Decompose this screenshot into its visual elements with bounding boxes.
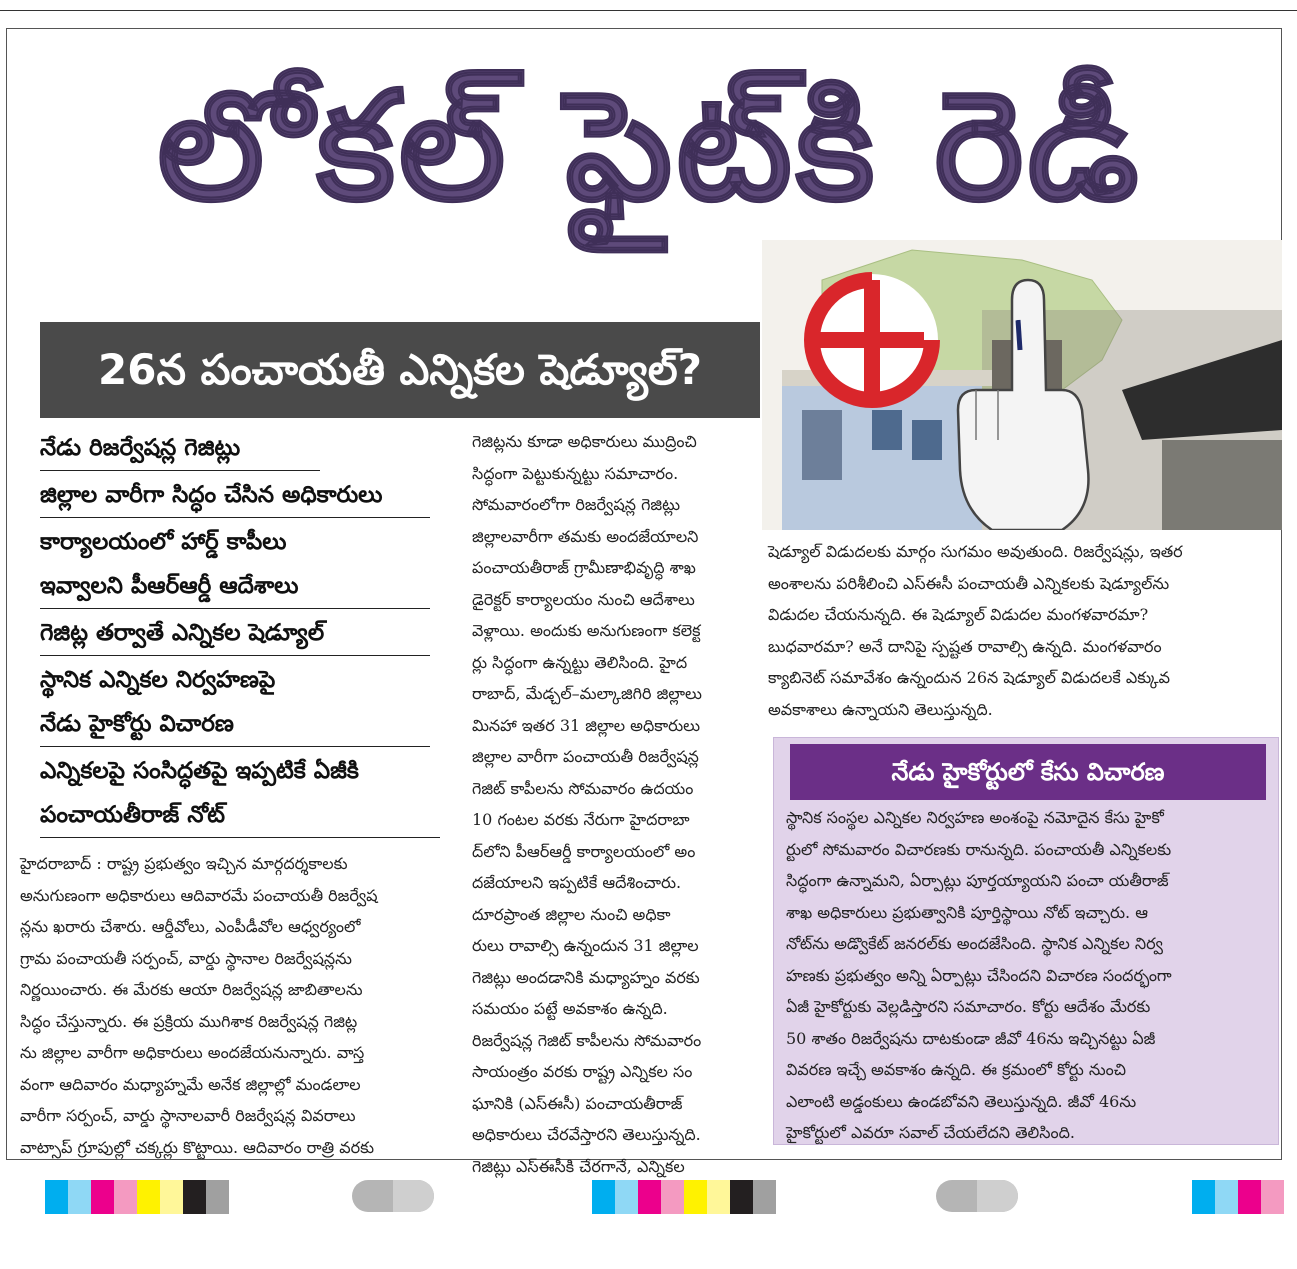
text-line: న్లను ఖరారు చేశారు. ఆర్డీవోలు, ఎంపీడీవోల ఆధ్వర్యంలో	[20, 917, 361, 936]
text-line: బుధవారమా? అనే దానిపై స్పష్టత రావాల్సి ఉన్నది. మంగళవారం	[768, 636, 1162, 656]
color-swatch	[114, 1180, 137, 1214]
highlight-item: జిల్లాల వారీగా సిద్ధం చేసిన అధికారులు	[40, 482, 383, 508]
color-swatch	[1215, 1180, 1238, 1214]
text-line: స్థానిక సంస్థల ఎన్నికల నిర్వహణ అంశంపై నమోదైన కేసు హైకో	[786, 808, 1164, 827]
text-line: ర్లు సిద్ధంగా ఉన్నట్టు తెలిసింది. హైద	[472, 652, 688, 672]
bullet-divider	[40, 470, 320, 471]
election-photo	[762, 240, 1282, 530]
text-line: ఎలాంటి అడ్డంకులు ఉండబోవని తెలుస్తున్నది. జీవో 46ను	[786, 1091, 1137, 1111]
highlight-item: ఇవ్వాలని పీఆర్‌ఆర్డీ ఆదేశాలు	[40, 573, 299, 599]
color-swatch	[592, 1180, 615, 1214]
text-line: సిద్ధంగా పెట్టుకున్నట్టు సమాచారం.	[472, 463, 679, 483]
registration-pill	[936, 1180, 1018, 1212]
subheadline-banner	[40, 322, 760, 418]
text-line: క్యాబినెట్ సమావేశం ఉన్నందున 26న షెడ్యూల్ విడుదలకే ఎక్కువ	[768, 668, 1170, 687]
color-swatch	[707, 1180, 730, 1214]
text-line: గెజిట్లు ఎస్‌ఈసీకి చేరగానే, ఎన్నికల	[472, 1156, 685, 1176]
text-line: గెజిట్ కాపీలను సోమవారం ఉదయం	[472, 778, 694, 798]
text-line: శాఖ అధికారులు ప్రభుత్వానికి పూర్తిస్థాయి నోట్ ఇచ్చారు. ఆ	[786, 902, 1148, 922]
text-line: అవకాశాలు ఉన్నాయని తెలుస్తున్నది.	[768, 699, 993, 719]
text-line: పంచాయతీరాజ్ గ్రామీణాభివృద్ధి శాఖ	[472, 558, 696, 577]
color-swatch	[45, 1180, 68, 1214]
color-swatch	[206, 1180, 229, 1214]
text-line: షెడ్యూల్ విడుదలకు మార్గం సుగమం అవుతుంది. రిజర్వేషన్లు, ఇతర	[768, 542, 1183, 561]
bullet-divider	[40, 608, 430, 609]
text-line: దూరప్రాంత జిల్లాల నుంచి అధికా	[472, 904, 671, 924]
text-line: జిల్లాలవారీగా తమకు అందజేయాలని	[472, 526, 699, 546]
text-line: అనుగుణంగా అధికారులు ఆదివారమే పంచాయతీ రిజర్వేష	[20, 885, 378, 905]
bullet-divider	[40, 655, 430, 656]
color-swatch	[1192, 1180, 1215, 1214]
text-line: రిజర్వేషన్ల గెజిట్ కాపీలను సోమవారం	[472, 1030, 702, 1050]
text-line: సిద్ధంగా ఉన్నామని, ఏర్పాట్లు పూర్తయ్యాయని పంచా యతీరాజ్	[786, 871, 1169, 890]
text-line: ఘానికి (ఎస్‌ఈసీ) పంచాయతీరాజ్	[472, 1093, 683, 1113]
left-column-text	[20, 848, 460, 1163]
color-swatch	[160, 1180, 183, 1214]
text-line: విడుదల చేయనున్నది. ఈ షెడ్యూల్ విడుదల మంగళవారమా?	[768, 605, 1149, 624]
color-swatch	[684, 1180, 707, 1214]
text-line: ను జిల్లాల వారీగా అధికారులు అందజేయనున్నారు. వాస్త	[20, 1043, 365, 1062]
right-column-text	[768, 536, 1268, 725]
top-rule	[0, 10, 1297, 11]
text-line: హణకు ప్రభుత్వం అన్ని ఏర్పాట్లు చేసిందని విచారణ సందర్భంగా	[786, 965, 1172, 985]
color-swatch	[753, 1180, 776, 1214]
highlight-item: నేడు హైకోర్టు విచారణ	[40, 711, 234, 737]
highlight-item: పంచాయతీరాజ్ నోట్	[40, 802, 226, 828]
text-line: 50 శాతం రిజర్వేషను దాటకుండా జీవో 46ను ఇచ్చినట్టు ఏజీ	[786, 1028, 1156, 1048]
text-line: సిద్ధం చేస్తున్నారు. ఈ ప్రక్రియ ముగిశాక రిజర్వేషన్ల గెజిట్ల	[20, 1011, 358, 1031]
box-text	[786, 802, 1266, 1149]
text-line: అంశాలను పరిశీలించి ఎస్‌ఈసీ పంచాయతీ ఎన్నికలకు షెడ్యూల్‌ను	[768, 573, 1170, 593]
text-line: గెజిట్లు అందడానికి మధ్యాహ్నం వరకు	[472, 967, 700, 987]
color-swatch	[615, 1180, 638, 1214]
color-swatch	[661, 1180, 684, 1214]
color-swatch	[1261, 1180, 1284, 1214]
color-swatch	[183, 1180, 206, 1214]
middle-column-text	[472, 426, 754, 1182]
color-swatch	[1238, 1180, 1261, 1214]
text-line: వంగా ఆదివారం మధ్యాహ్నమే అనేక జిల్లాల్లో మండలాల	[20, 1074, 361, 1094]
color-swatch	[68, 1180, 91, 1214]
highlight-item: ఎన్నికలపై సంసిద్ధతపై ఇప్పటికే ఏజీకి	[40, 758, 359, 784]
color-swatch	[730, 1180, 753, 1214]
text-line: గెజిట్లను కూడా అధికారులు ముద్రించి	[472, 432, 697, 451]
text-line: 10 గంటల వరకు నేరుగా హైదరాబా	[472, 810, 690, 829]
text-line: మినహా ఇతర 31 జిల్లాల అధికారులు	[472, 715, 701, 735]
text-line: డైరెక్టర్ కార్యాలయం నుంచి ఆదేశాలు	[472, 589, 695, 609]
color-swatch	[638, 1180, 661, 1214]
text-line: నోట్‌ను అడ్వొకేట్ జనరల్‌కు అందజేసింది. స్థానిక ఎన్నికల నిర్వ	[786, 934, 1163, 953]
text-line: వాట్సాప్ గ్రూపుల్లో చక్కర్లు కొట్టాయి. ఆదివారం రాత్రి వరకు	[20, 1137, 374, 1157]
box-title: నేడు హైకోర్టులో కేసు విచారణ	[790, 744, 1266, 800]
subheadline: 26న పంచాయతీ ఎన్నికల షెడ్యూల్?	[98, 345, 702, 394]
text-line: సమయం పట్టే అవకాశం ఉన్నది.	[472, 999, 668, 1018]
text-line: హైకోర్టులో ఎవరూ సవాల్ చేయలేదని తెలిసింది.	[786, 1123, 1075, 1142]
text-line: వివరణ ఇచ్చే అవకాశం ఉన్నది. ఈ క్రమంలో కోర్టు నుంచి	[786, 1060, 1127, 1079]
text-line: ఏజీ హైకోర్టుకు వెల్లడిస్తారని సమాచారం. కోర్టు ఆదేశం మేరకు	[786, 997, 1151, 1016]
text-line: గ్రామ పంచాయతీ సర్పంచ్, వార్డు స్థానాల రిజర్వేషన్లను	[20, 948, 352, 968]
text-line: ద్‌లోని పీఆర్‌ఆర్డీ కార్యాలయంలో అం	[472, 841, 696, 861]
highlight-item: నేడు రిజర్వేషన్ల గెజిట్లు	[40, 435, 241, 461]
text-line: ర్టులో సోమవారం విచారణకు రానున్నది. పంచాయతీ ఎన్నికలకు	[786, 839, 1172, 859]
text-line: జిల్లాల వారీగా పంచాయతీ రిజర్వేషన్ల	[472, 747, 699, 766]
text-line: హైదరాబాద్ : రాష్ట్ర ప్రభుత్వం ఇచ్చిన మార్గదర్శకాలకు	[20, 854, 348, 873]
text-line: వారీగా సర్పంచ్, వార్డు స్థానాలవారీ రిజర్వేషన్ల వివరాలు	[20, 1106, 356, 1125]
text-line: సాయంత్రం వరకు రాష్ట్ర ఎన్నికల సం	[472, 1062, 693, 1081]
color-swatch	[91, 1180, 114, 1214]
bullet-divider	[40, 517, 430, 518]
highlight-item: గెజిట్ల తర్వాతే ఎన్నికల షెడ్యూల్	[40, 620, 325, 646]
highlight-item: స్థానిక ఎన్నికల నిర్వహణపై	[40, 667, 276, 693]
text-line: వెళ్లాయి. అందుకు అనుగుణంగా కలెక్ట	[472, 621, 701, 640]
registration-pill	[352, 1180, 434, 1212]
highlight-bullets	[40, 426, 460, 840]
election-photo-svg	[762, 240, 1282, 530]
bullet-divider	[40, 837, 440, 838]
highlight-item: కార్యాలయంలో హార్డ్ కాపీలు	[40, 529, 287, 555]
bullet-divider	[40, 746, 430, 747]
color-swatch	[137, 1180, 160, 1214]
election-symbol-icon	[806, 274, 938, 406]
text-line: సోమవారంలోగా రిజర్వేషన్ల గెజిట్లు	[472, 495, 681, 514]
high-court-box	[773, 737, 1279, 1145]
text-line: రులు రావాల్సి ఉన్నందున 31 జిల్లాల	[472, 936, 699, 955]
text-line: నిర్ణయించారు. ఈ మేరకు ఆయా రిజర్వేషన్ల జాబితాలను	[20, 980, 363, 999]
text-line: అధికారులు చేరవేస్తారని తెలుస్తున్నది.	[472, 1125, 701, 1144]
text-line: రాబాద్, మేడ్చల్–మల్కాజిగిరి జిల్లాలు	[472, 684, 702, 703]
text-line: దజేయాలని ఇప్పటికే ఆదేశించారు.	[472, 873, 682, 892]
headline: లోకల్ ఫైట్‌కి రెడీ	[157, 60, 1143, 234]
